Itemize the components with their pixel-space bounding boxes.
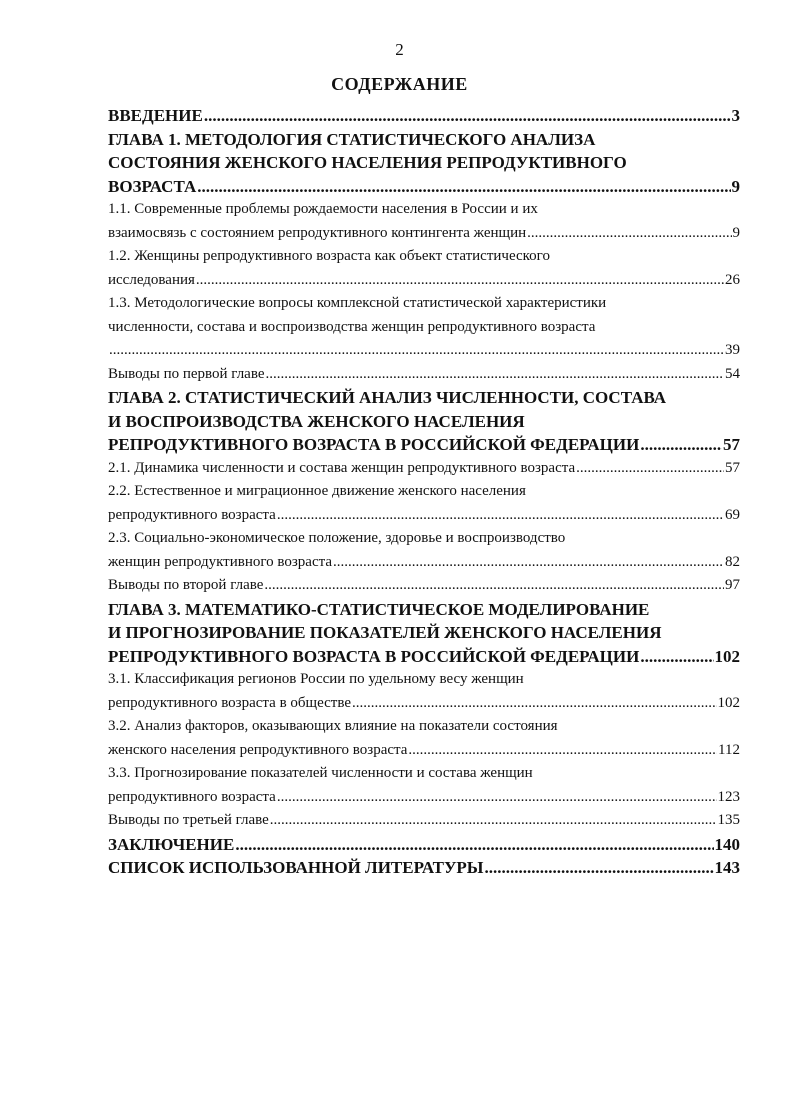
toc-section-entry[interactable] — [108, 762, 740, 809]
toc-entry-title-line: ГЛАВА 1. МЕТОДОЛОГИЯ СТАТИСТИЧЕСКОГО АНАЛИЗА — [108, 129, 596, 149]
dot-leader — [196, 269, 724, 293]
toc-entry-title: ВОЗРАСТА — [108, 176, 197, 196]
toc-page-number: 143 — [714, 858, 740, 877]
toc-entry-final-line — [108, 692, 740, 716]
toc-section-entry[interactable] — [108, 809, 740, 833]
dot-leader — [277, 504, 724, 528]
toc-entry-title: женщин репродуктивного возраста — [108, 553, 333, 570]
toc-entry-final-line — [108, 786, 740, 810]
toc-chapter-entry[interactable] — [108, 386, 740, 457]
toc-entry-title-line: И ПРОГНОЗИРОВАНИЕ ПОКАЗАТЕЛЕЙ ЖЕНСКОГО НАСЕЛЕНИЯ — [108, 623, 662, 642]
toc-entry-final-line — [108, 363, 740, 387]
toc-page-number: 102 — [717, 694, 740, 711]
toc-entry-title: репродуктивного возраста — [108, 506, 276, 523]
toc-page-number: 140 — [714, 834, 740, 854]
dot-leader — [640, 645, 713, 669]
toc-section-entry[interactable] — [108, 715, 740, 762]
toc-entry-title-line: 3.3. Прогнозирование показателей численности и состава женщин — [108, 765, 533, 781]
dot-leader — [109, 339, 724, 363]
toc-page-number: 9 — [732, 224, 740, 241]
toc-section-entry[interactable] — [108, 457, 740, 481]
toc-entry-title: РЕПРОДУКТИВНОГО ВОЗРАСТА В РОССИЙСКОЙ ФЕДЕРАЦИИ — [108, 646, 640, 666]
toc-entry-title: ЗАКЛЮЧЕНИЕ — [108, 834, 235, 854]
toc-entry-title: Выводы по третьей главе — [108, 812, 269, 828]
toc-chapter-entry[interactable] — [108, 128, 740, 199]
toc-entry-final-line — [108, 504, 740, 528]
toc-section-entry[interactable] — [108, 292, 740, 363]
dot-leader — [408, 739, 717, 763]
toc-entry-title: репродуктивного возраста в обществе — [108, 694, 351, 711]
toc-page-number: 3 — [731, 106, 740, 125]
toc-entry-final-line — [108, 645, 740, 669]
toc-page-number: 57 — [725, 459, 740, 476]
toc-entry-final-line — [108, 222, 740, 246]
toc-entry-title-line: 3.2. Анализ факторов, оказывающих влияние на показатели состояния — [108, 718, 558, 734]
page-number: 2 — [395, 40, 404, 59]
dot-leader — [197, 175, 730, 199]
toc-entry-title-line: ГЛАВА 3. МАТЕМАТИКО-СТАТИСТИЧЕСКОЕ МОДЕЛИРОВАНИЕ — [108, 599, 650, 619]
toc-entry-final-line — [108, 833, 740, 857]
toc-entry-title-line: 1.3. Методологические вопросы комплексной статистической характеристики — [108, 295, 607, 311]
dot-leader — [204, 104, 731, 128]
dot-leader — [485, 856, 714, 880]
toc-entry-title: СПИСОК ИСПОЛЬЗОВАННОЙ ЛИТЕРАТУРЫ — [108, 858, 484, 877]
toc-section-entry[interactable] — [108, 527, 740, 574]
toc-entry-title-line: 2.2. Естественное и миграционное движение женского населения — [108, 483, 526, 499]
toc-page-number: 9 — [731, 176, 740, 196]
dot-leader — [264, 574, 724, 598]
toc-page-number: 54 — [725, 365, 740, 382]
toc-entry-title-line: 3.1. Классификация регионов России по удельному весу женщин — [108, 671, 524, 687]
toc-section-entry[interactable] — [108, 363, 740, 387]
dot-leader — [640, 433, 722, 457]
toc-entry-final-line — [108, 856, 740, 880]
dot-leader — [333, 551, 724, 575]
toc-section-entry[interactable] — [108, 668, 740, 715]
dot-leader — [576, 457, 724, 481]
toc-entry-title-line: И ВОСПРОИЗВОДСТВА ЖЕНСКОГО НАСЕЛЕНИЯ — [108, 411, 525, 431]
dot-leader — [527, 222, 731, 246]
dot-leader — [266, 363, 725, 387]
toc-entry-final-line — [108, 339, 740, 363]
toc-page-number: 123 — [717, 788, 740, 805]
toc-entry-title: взаимосвязь с состоянием репродуктивного контингента женщин — [108, 224, 527, 241]
toc-section-entry[interactable] — [108, 574, 740, 598]
toc-entry-title: репродуктивного возраста — [108, 788, 276, 805]
toc-entry-title-line: 1.2. Женщины репродуктивного возраста как объект статистического — [108, 248, 550, 264]
toc-section-entry[interactable] — [108, 480, 740, 527]
toc-entry-title: женского населения репродуктивного возраста — [108, 741, 408, 758]
toc-entry-final-line — [108, 551, 740, 575]
dot-leader — [277, 786, 717, 810]
toc-chapter-entry[interactable] — [108, 104, 740, 128]
toc-page-number: 97 — [725, 577, 740, 593]
toc-entry-final-line — [108, 739, 740, 763]
toc-entry-final-line — [108, 269, 740, 293]
toc-entry-final-line — [108, 809, 740, 833]
toc-chapter-entry[interactable] — [108, 598, 740, 669]
toc-page-number: 82 — [725, 553, 740, 570]
toc-chapter-entry[interactable] — [108, 856, 740, 880]
toc-page-number: 57 — [723, 435, 740, 454]
table-of-contents — [108, 104, 740, 880]
toc-entry-final-line — [108, 175, 740, 199]
toc-entry-title-line: ГЛАВА 2. СТАТИСТИЧЕСКИЙ АНАЛИЗ ЧИСЛЕННОСТИ, СОСТАВА — [108, 388, 667, 407]
toc-entry-title-line: 2.3. Социально-экономическое положение, здоровье и воспроизводство — [108, 530, 566, 546]
toc-entry-title: РЕПРОДУКТИВНОГО ВОЗРАСТА В РОССИЙСКОЙ ФЕДЕРАЦИИ — [108, 435, 640, 454]
dot-leader — [352, 692, 717, 716]
toc-chapter-entry[interactable] — [108, 833, 740, 857]
toc-entry-title: ВВЕДЕНИЕ — [108, 106, 203, 125]
toc-entry-final-line — [108, 457, 740, 481]
toc-entry-title-line: СОСТОЯНИЯ ЖЕНСКОГО НАСЕЛЕНИЯ РЕПРОДУКТИВНОГО — [108, 153, 627, 172]
toc-page-number: 26 — [725, 271, 740, 288]
toc-section-entry[interactable] — [108, 198, 740, 245]
toc-entry-title: Выводы по второй главе — [108, 577, 264, 593]
toc-entry-final-line — [108, 433, 740, 457]
toc-page-number: 112 — [718, 741, 740, 758]
toc-page-number: 135 — [717, 812, 740, 828]
toc-title: СОДЕРЖАНИЕ — [331, 74, 468, 94]
dot-leader — [235, 833, 713, 857]
dot-leader — [270, 809, 717, 833]
toc-page-number: 102 — [714, 646, 740, 666]
toc-entry-title: 2.1. Динамика численности и состава женщин репродуктивного возраста — [108, 459, 576, 476]
toc-entry-title: исследования — [108, 271, 195, 288]
toc-page-number: 39 — [725, 342, 740, 358]
toc-entry-final-line — [108, 104, 740, 128]
toc-page-number: 69 — [725, 506, 740, 523]
toc-entry-title-line: численности, состава и воспроизводства женщин репродуктивного возраста — [108, 318, 596, 335]
toc-entry-title-line: 1.1. Современные проблемы рождаемости населения в России и их — [108, 201, 538, 217]
toc-entry-title: Выводы по первой главе — [108, 365, 265, 382]
toc-section-entry[interactable] — [108, 245, 740, 292]
toc-entry-final-line — [108, 574, 740, 598]
